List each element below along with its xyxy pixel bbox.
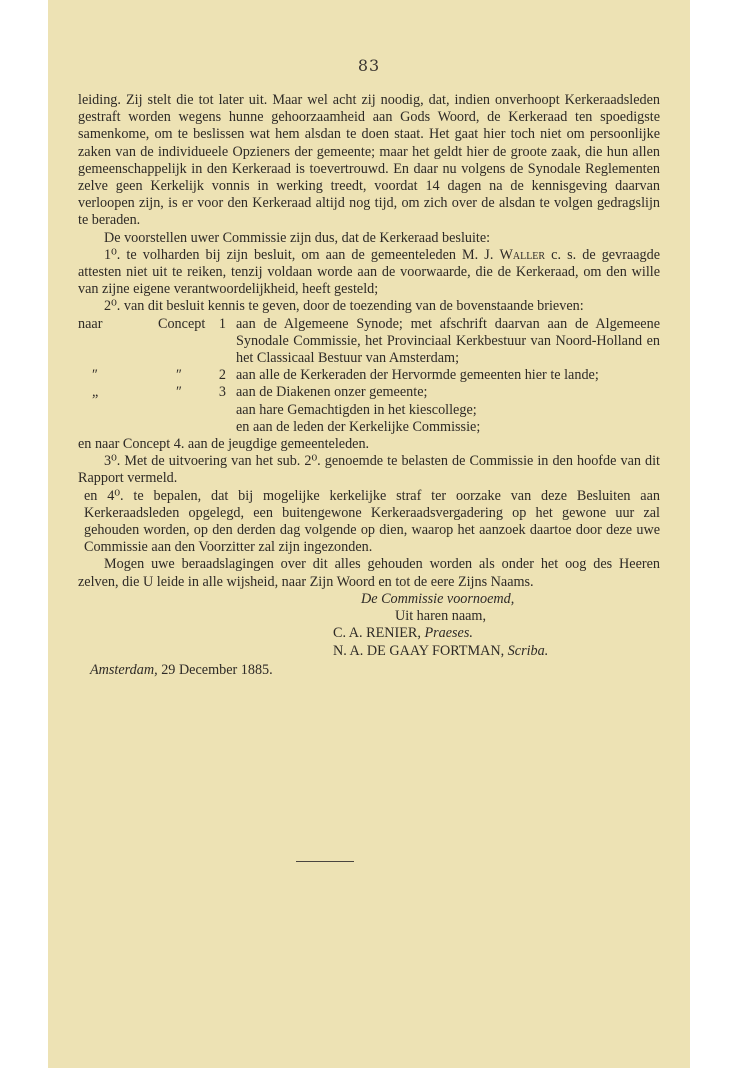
concept-col-text: aan de Algemeene Synode; met afschrift daarvan aan de Algemeene Synodale Commissie, het Provinciaal Kerkbestuur van Noord-Holland en het Classicaal Bestuur van Amsterdam; — [236, 315, 660, 367]
scriba-name: N. A. DE GAAY FORTMAN, — [333, 642, 505, 659]
concept-col-number: 1 — [218, 315, 226, 332]
point-3: 3⁰. Met de uitvoering van het sub. 2⁰. genoemde te belasten de Commissie in den hoofde van dit Rapport vermeld. — [78, 453, 660, 487]
point-1-name: Waller — [499, 246, 546, 263]
concept-col-naar: „ — [92, 384, 99, 401]
concept-row — [78, 316, 660, 368]
point-1-rest: c. s. de gevraagde attesten niet uit te reiken, tenzij voldaan worde aan de voorwaarde, die de Kerkeraad, om den wille van zijne eigene verantwoordelijkheid, heeft gesteld; — [78, 246, 661, 298]
concept-row — [78, 367, 660, 384]
concept-col-naar: naar — [78, 315, 103, 332]
concept-row — [78, 384, 660, 401]
date: 29 December 1885. — [157, 661, 273, 678]
point-1-start: 1⁰. te volharden bij zijn besluit, om aan de gemeenteleden M. J. — [104, 246, 494, 263]
concept-row — [78, 419, 660, 436]
praeses-name: C. A. RENIER, — [333, 625, 421, 642]
place: Amsterdam, — [90, 661, 158, 678]
concept-col-naar: ″ — [92, 367, 98, 384]
concept-col-number: 2 — [218, 367, 226, 384]
proposals-intro: De voorstellen uwer Commissie zijn dus, dat de Kerkeraad besluite: — [104, 229, 491, 246]
concept-col-text: aan de Diakenen onzer gemeente; — [236, 384, 428, 401]
scriba-role: Scriba. — [507, 642, 549, 659]
praeses-role: Praeses. — [424, 625, 473, 642]
concept-col-text: aan hare Gemachtigden in het kiescollege; — [236, 401, 477, 418]
concept-col-number — [204, 402, 236, 419]
point-2: 2⁰. van dit besluit kennis te geven, door de toezending van de bovenstaande brieven: — [104, 298, 584, 315]
concept-col-naar — [78, 402, 158, 419]
commission-line: De Commissie voornoemd, — [361, 590, 515, 607]
place-date-line — [78, 662, 660, 679]
on-behalf-line: Uit haren naam, — [395, 608, 486, 625]
page-text — [78, 92, 660, 679]
signatory-praeses — [333, 625, 660, 642]
concept-col-concept: ″ — [176, 367, 182, 384]
point-1 — [78, 247, 660, 299]
concept-row — [78, 402, 660, 419]
concept-col-naar — [78, 419, 158, 436]
paragraph-leiding: leiding. Zij stelt die tot later uit. Maar wel acht zij noodig, dat, indien onverhoopt Kerkeraadsleden gestraft worden wegens hunne gehoorzaamheid aan Gods Woord, de Kerkeraad ten spoedigste samenkome, om te beslissen wat hem alsdan te doen staat. Het gaat hier toch niet om persoonlijke zaken van de individueele Opzieners der gemeente; maar het geldt hier de groote zaak, die hun allen gemeenschappelijk in den Kerkeraad is toevertrouwd. En daar nu volgens de Synodale Reglementen zelve geen Kerkelijk vonnis in werking treedt, voordat 14 dagen na de kennisgeving daarvan verloopen zijn, is er voor den Kerkeraad altijd nog tijd, om zich over de alsdan te volgen gedragslijn te beraden. — [78, 92, 660, 229]
concept-col-concept: Concept — [158, 315, 206, 332]
signatory-scriba — [333, 643, 660, 660]
concept-col-concept — [158, 419, 204, 436]
concept-list — [78, 316, 660, 436]
signature-block — [333, 591, 660, 660]
closing-paragraph: Mogen uwe beraadslagingen over dit alles gehouden worden als onder het oog des Heeren zelven, die U leide in alle wijsheid, naar Zijn Woord en tot de eere Zijns Naams. — [78, 556, 660, 590]
concept-col-number — [204, 419, 236, 436]
concept-4-line: en naar Concept 4. aan de jeugdige gemeenteleden. — [78, 436, 370, 453]
concept-col-number: 3 — [218, 384, 226, 401]
point-4: en 4⁰. te bepalen, dat bij mogelijke kerkelijke straf ter oorzake van deze Besluiten aan Kerkeraadsleden opgelegd, een buitengewone Kerkeraadsvergadering op het gewone uur zal gehouden worden, op den derden dag volgende op dien, waarop het aanzoek daartoe door deze uwe Commissie aan den Voorzitter zal zijn ingezonden. — [84, 487, 660, 556]
closing-rule — [296, 861, 354, 862]
book-page — [48, 0, 690, 1068]
concept-col-concept: ″ — [176, 384, 182, 401]
concept-col-text: aan alle de Kerkeraden der Hervormde gemeenten hier te lande; — [236, 367, 599, 384]
page-number: 83 — [357, 56, 381, 75]
concept-col-text: en aan de leden der Kerkelijke Commissie; — [236, 418, 481, 435]
concept-col-concept — [158, 402, 204, 419]
